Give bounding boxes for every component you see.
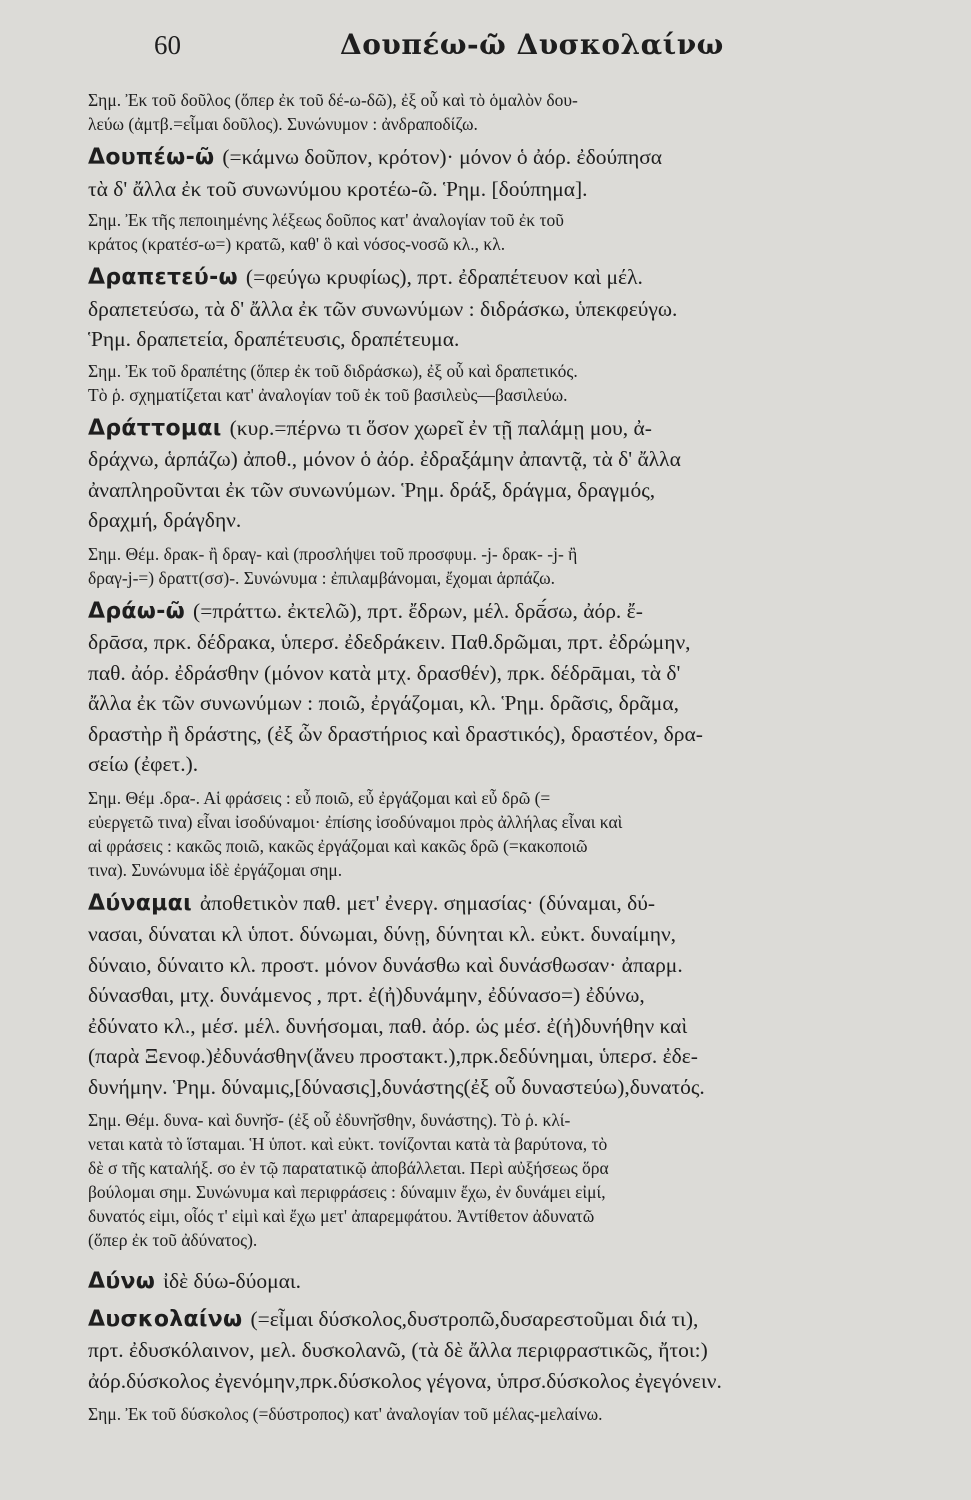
text-line: δύναιο, δύναιτο κλ. προστ. μόνον δυνάσθω καὶ δυνάσθωσαν· ἀπαρμ. [88, 952, 683, 977]
note-dyskolaino [88, 1402, 912, 1426]
text-line: (κυρ.=πέρνω τι ὅσον χωρεῖ ἐν τῇ παλάμῃ μου, ἀ- [229, 415, 652, 440]
text-line: δραστὴρ ἢ δράστης, (ἐξ ὧν δραστήριος καὶ δραστικός), δραστέον, δρα- [88, 721, 703, 746]
text-line: σείω (ἐφετ.). [88, 752, 199, 776]
text-line: τινα). Συνώνυμα ἰδὲ ἐργάζομαι σημ. [88, 859, 343, 880]
text-line: δυνήμην. Ῥημ. δύναμις,[δύνασις],δυνάστης(ἐξ οὗ δυναστεύω),δυνατός. [88, 1074, 705, 1099]
page-number: 60 [154, 30, 181, 60]
text-line: (παρὰ Ξενοφ.)ἐδυνάσθην(ἄνευ προστακτ.),πρκ.δεδύνημαι, ὑπερσ. ἐδε- [88, 1044, 698, 1068]
entry-headword: Δύνω [88, 1269, 164, 1294]
text-line: νασαι, δύναται κλ ὑποτ. δύνωμαι, δύνῃ, δύνηται κλ. εὐκτ. δυναίμην, [88, 922, 677, 946]
running-head: Δουπέω-ῶ Δυσκολαίνω [340, 28, 724, 61]
entry-dynamai [88, 888, 912, 1103]
text-line: (=πράττω. ἐκτελῶ), πρτ. ἔδρων, μέλ. δρᾱ́σω, ἀόρ. ἔ- [193, 598, 643, 623]
entry-headword: Δουπέω-ῶ [88, 145, 223, 170]
text-line: νεται κατὰ τὸ ἵσταμαι. Ἡ ὑποτ. καὶ εὐκτ. τονίζονται κατὰ τὰ βαρύτονα, τὸ [88, 1134, 608, 1154]
text-line: Σημ. Ἐκ τοῦ δραπέτης (ὅπερ ἐκ τοῦ διδράσκω), ἐξ οὗ καὶ δραπετικός. [88, 360, 578, 381]
entry-dyno [88, 1266, 912, 1298]
text-line: Ῥημ. δραπετεία, δραπέτευσις, δραπέτευμα. [88, 327, 460, 351]
text-line: κράτος (κρατέσ-ω=) κρατῶ, καθ' ὃ καὶ νόσος-νοσῶ κλ., κλ. [88, 234, 506, 254]
entry-drapeteuo [88, 262, 912, 355]
text-line: δραπετεύσω, τὰ δ' ἄλλα ἐκ τῶν συνωνύμων : διδράσκω, ὑπεκφεύγω. [88, 296, 678, 321]
text-line: (=κάμνω δοῦπον, κρότον)· μόνον ὁ ἀόρ. ἐδούπησα [222, 145, 663, 169]
text-line: δύνασθαι, μτχ. δυνάμενος , πρτ. ἐ(ἠ)δυνάμην, ἐδύνασο=) ἐδύνω, [88, 983, 645, 1007]
text-line: ἀόρ.δύσκολος ἐγενόμην,πρκ.δύσκολος γέγονα, ὑπρσ.δύσκολος ἐγεγόνειν. [88, 1368, 722, 1393]
text-line: ἄλλα ἐκ τῶν συνωνύμων : ποιῶ, ἐργάζομαι, κλ. Ῥημ. δρᾶσις, δρᾶμα, [88, 691, 679, 715]
note-doupeo [88, 208, 912, 256]
text-line: Σημ. Ἐκ τοῦ δύσκολος (=δύστροπος) κατ' ἀναλογίαν τοῦ μέλας-μελαίνω. [88, 1404, 603, 1424]
text-line: δραχμή, δράγδην. [88, 508, 242, 532]
text-line: (=εἶμαι δύσκολος,δυστροπῶ,δυσαρεστοῦμαι διά τι), [250, 1306, 699, 1331]
entry-dyskolaino [88, 1304, 912, 1397]
note-drapeteuo [88, 359, 912, 407]
page-header [0, 28, 971, 72]
text-line: Σημ. Ἐκ τοῦ δοῦλος (ὅπερ ἐκ τοῦ δέ-ω-δῶ), ἐξ οὗ καὶ τὸ ὁμαλὸν δου- [88, 90, 578, 110]
text-line: ἀναπληροῦνται ἐκ τῶν συνωνύμων. Ῥημ. δράξ, δράγμα, δραγμός, [88, 477, 656, 502]
entry-drattomai [88, 413, 912, 536]
text-line: (=φεύγω κρυφίως), πρτ. ἐδραπέτευον καὶ μέλ. [245, 265, 643, 289]
entry-headword: Δράω-ῶ [88, 598, 194, 624]
text-line: Τὸ ῥ. σχηματίζεται κατ' ἀναλογίαν τοῦ ἐκ τοῦ βασιλεὺς—βασιλεύω. [88, 384, 568, 405]
text-line: τὰ δ' ἄλλα ἐκ τοῦ συνωνύμου κροτέω-ῶ. Ῥημ. [δούπημα]. [88, 176, 588, 201]
text-line: παθ. ἀόρ. ἐδράσθην (μόνον κατὰ μτχ. δρασθέν), πρκ. δέδρᾱμαι, τὰ δ' [88, 660, 681, 685]
text-line: βούλομαι σημ. Συνώνυμα καὶ περιφράσεις : δύναμιν ἔχω, ἐν δυνάμει εἰμί, [88, 1182, 606, 1202]
text-line: λεύω (ἀμτβ.=εἶμαι δοῦλος). Συνώνυμον : ἀνδραποδίζω. [88, 114, 478, 134]
note-drao [88, 786, 912, 882]
text-line: ἀποθετικὸν παθ. μετ' ἐνεργ. σημασίας· (δύναμαι, δύ- [199, 890, 656, 915]
text-line: δραγ-j-=) δραττ(σσ)-. Συνώνυμα : ἐπιλαμβάνομαι, ἔχομαι ἁρπάζω. [88, 567, 556, 588]
entry-doupeo [88, 142, 912, 204]
note-douleuo [88, 88, 912, 136]
text-line: ἐδύνατο κλ., μέσ. μέλ. δυνήσομαι, παθ. ἀόρ. ὡς μέσ. ἐ(ἠ)δυνήθην καὶ [88, 1013, 688, 1038]
page-body [88, 88, 912, 1426]
text-line: Σημ. Θέμ. δυνα- καὶ δυνη̆σ- (ἐξ οὗ ἐδυνη̆σθην, δυνάστης). Τὸ ῥ. κλί- [88, 1110, 571, 1130]
text-line: δυνατός εἰμι, οἷός τ' εἰμὶ καὶ ἔχω μετ' ἀπαρεμφάτου. Ἀντίθετον ἀδυνατῶ [88, 1206, 595, 1226]
entry-headword: Δραπετεύ-ω [88, 265, 246, 290]
text-line: Σημ. Θέμ. δρακ- ἢ δραγ- καὶ (προσλήψει τοῦ προσφυμ. -j- δρακ- -j- ἢ [88, 543, 578, 564]
text-line: δρᾱσα, πρκ. δέδρακα, ὑπερσ. ἐδεδράκειν. Παθ.δρῶμαι, πρτ. ἐδρώμην, [88, 630, 691, 654]
note-drattomai [88, 542, 912, 590]
entry-headword: Δυσκολαίνω [88, 1306, 251, 1332]
text-line: αἱ φράσεις : κακῶς ποιῶ, κακῶς ἐργάζομαι καὶ κακῶς δρῶ (=κακοποιῶ [88, 835, 588, 856]
text-line: δὲ σ τῆς καταλήξ. σο ἐν τῷ παρατατικῷ ἀποβάλλεται. Περὶ αὐξήσεως ὅρα [88, 1158, 609, 1178]
text-line: Σημ. Ἐκ τῆς πεποιημένης λέξεως δοῦπος κατ' ἀναλογίαν τοῦ ἐκ τοῦ [88, 210, 564, 230]
text-line: δράχνω, ἁρπάζω) ἀποθ., μόνον ὁ ἀόρ. ἐδραξάμην ἀπαντᾷ, τὰ δ' ἄλλα [88, 447, 681, 471]
entry-drao [88, 596, 912, 780]
entry-headword: Δράττομαι [88, 415, 230, 441]
text-line: ἰδὲ δύω-δύομαι. [163, 1269, 302, 1293]
note-dynamai [88, 1108, 912, 1252]
entry-headword: Δύναμαι [88, 890, 200, 916]
text-line: Σημ. Θέμ .δρα-. Αἱ φράσεις : εὖ ποιῶ, εὖ ἐργάζομαι καὶ εὖ δρῶ (= [88, 787, 551, 808]
text-line: εὐεργετῶ τινα) εἶναι ἰσοδύναμοι· ἐπίσης ἰσοδύναμοι πρὸς ἀλλήλας εἶναι καὶ [88, 811, 623, 832]
text-line: (ὅπερ ἐκ τοῦ ἀδύνατος). [88, 1230, 258, 1250]
text-line: πρτ. ἐδυσκόλαινον, μελ. δυσκολανῶ, (τὰ δὲ ἄλλα περιφραστικῶς, ἤτοι:) [88, 1338, 708, 1362]
